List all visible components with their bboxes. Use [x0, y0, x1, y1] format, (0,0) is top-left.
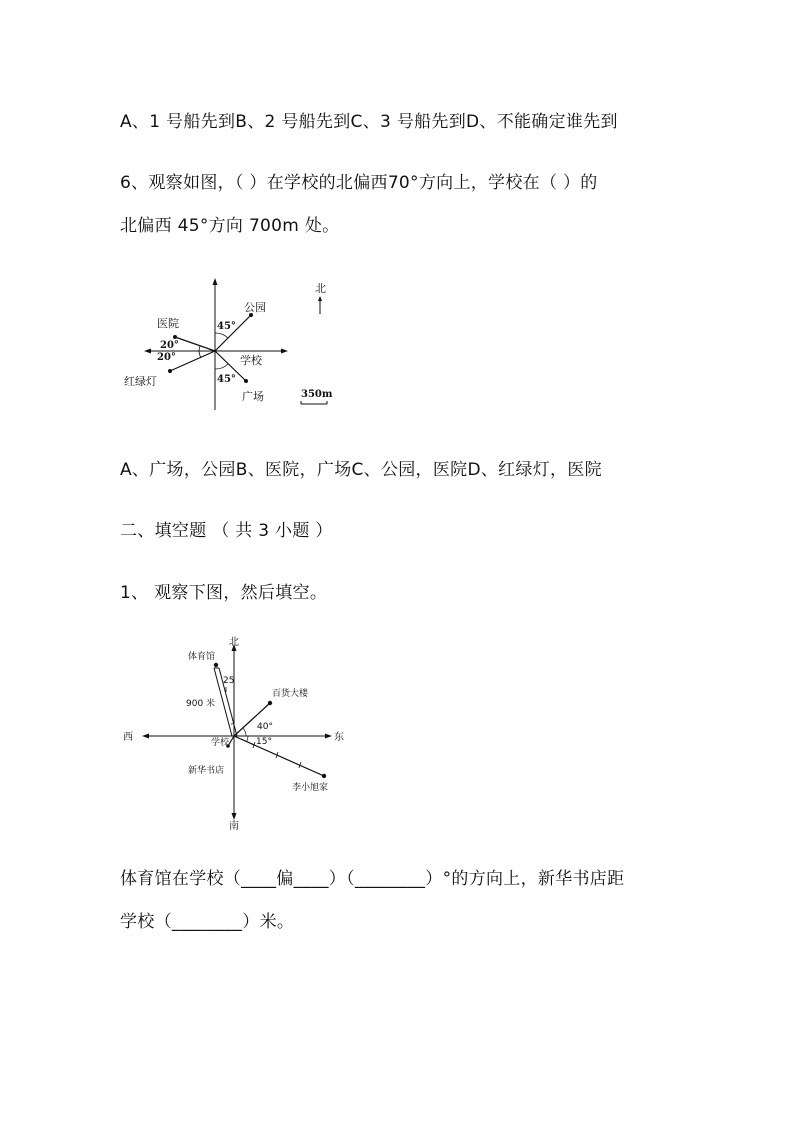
- fill-q1-south: 南: [229, 821, 239, 832]
- q6-north-label: 北: [315, 282, 326, 295]
- q6-direction-figure: [118, 276, 338, 416]
- fill-q1-bookstore: 新华书店: [188, 766, 225, 776]
- q6-scale-label: 350m: [301, 389, 333, 400]
- fill-q1-angle-gym: 25: [223, 676, 235, 686]
- q6-label-traffic-light: 红绿灯: [124, 375, 157, 388]
- q5-options: A、1 号船先到B、2 号船先到C、3 号船先到D、不能确定谁先到: [120, 112, 618, 132]
- q6-label-school: 学校: [240, 354, 262, 367]
- fill-q1-question-line1: 体育馆在学校（____偏____）（________）°的方向上，新华书店距: [120, 869, 625, 889]
- q6-label-square: 广场: [242, 390, 264, 403]
- section-heading: 二、填空题 （ 共 3 小题 ）: [120, 521, 333, 541]
- fill-q1-title: 1、 观察下图，然后填空。: [120, 583, 328, 603]
- q6-label-park: 公园: [244, 301, 266, 314]
- fill-q1-school: 学校: [211, 738, 230, 748]
- fill-q1-distance: 900 米: [186, 699, 216, 709]
- fill-q1-dept-store: 百货大楼: [272, 689, 309, 699]
- fill-q1-map-figure: [118, 632, 358, 832]
- q6-question-line2: 北偏西 45°方向 700m 处。: [120, 216, 340, 236]
- fill-q1-angle-home: 15°: [256, 737, 272, 747]
- fill-q1-north: 北: [229, 637, 239, 648]
- fill-q1-east: 东: [334, 732, 344, 743]
- fill-q1-angle-store: 40°: [257, 722, 273, 732]
- q6-label-hospital: 医院: [157, 317, 179, 330]
- q6-angle-park: 45°: [217, 321, 236, 332]
- fill-q1-west: 西: [123, 732, 133, 743]
- q6-angle-light: 20°: [157, 352, 176, 363]
- fill-q1-question-line2: 学校（________）米。: [120, 912, 295, 932]
- fill-q1-home: 李小旭家: [292, 783, 329, 793]
- fill-q1-gym: 体育馆: [188, 652, 216, 662]
- q6-question-line1: 6、观察如图，（ ）在学校的北偏西70°方向上，学校在（ ）的: [120, 173, 598, 193]
- q6-angle-hospital: 20°: [160, 340, 179, 351]
- q6-options: A、广场，公园B、医院，广场C、公园，医院D、红绿灯，医院: [120, 460, 602, 480]
- q6-angle-square: 45°: [217, 374, 236, 385]
